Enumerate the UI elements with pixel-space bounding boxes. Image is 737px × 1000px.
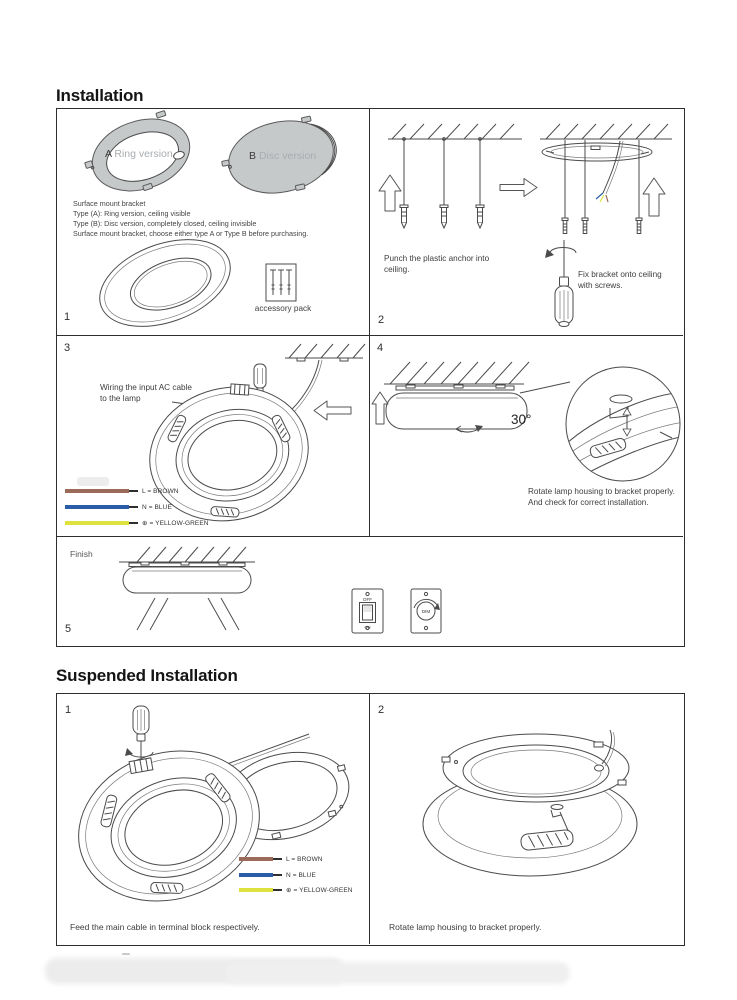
wire-legend-neutral — [239, 872, 316, 878]
wire-color-bar — [65, 489, 129, 493]
wire-tip — [129, 506, 138, 509]
wire-legend-label: L = BROWN — [286, 855, 323, 863]
dimmer-label: DIM — [421, 609, 431, 614]
type-a-text: Ring version — [114, 148, 173, 160]
up-arrow-icon — [643, 178, 665, 216]
wire-legend-earth — [65, 520, 209, 526]
step4-panel — [370, 336, 683, 537]
wire-tip — [129, 490, 138, 493]
wire-legend-live — [239, 856, 323, 862]
finish-label: Finish — [70, 549, 93, 559]
type-b-text: Disc version — [258, 150, 317, 162]
accessory-pack-drawing — [266, 264, 296, 301]
light-rays — [137, 598, 239, 630]
wire-tip — [129, 522, 138, 525]
faded-mark — [77, 477, 109, 486]
wall-switch — [352, 589, 383, 633]
lamp-ring-drawing — [88, 223, 242, 334]
step3-number: 3 — [64, 342, 71, 354]
ceiling-right — [540, 124, 672, 139]
suspended-step1-diagram — [57, 694, 368, 944]
step1-description-line3: Type (B): Disc version, completely closed, ceiling invisible — [73, 219, 257, 228]
type-a-label — [105, 148, 173, 160]
screwdriver — [545, 240, 576, 327]
step2-caption-anchor: Punch the plastic anchor into ceiling. — [384, 254, 490, 274]
wire-tip — [273, 889, 282, 892]
ceiling — [384, 362, 529, 384]
accessory-pack-label: accessory pack — [254, 304, 312, 313]
type-b-label — [249, 150, 316, 162]
ceiling-left — [388, 124, 522, 139]
step5-number: 5 — [65, 623, 72, 635]
bracket-strip — [396, 385, 514, 390]
up-arrow-icon — [379, 175, 401, 211]
suspended-step1-panel — [57, 694, 370, 944]
wire-legend-label: N = BLUE — [142, 503, 172, 511]
wire-color-bar — [65, 521, 129, 525]
type-a-letter: A — [105, 148, 112, 160]
step1-description-line4: Surface mount bracket, choose either type A or Type B before purchasing. — [73, 229, 309, 238]
up-arrow-icon — [372, 392, 388, 424]
suspended-step1-caption: Feed the main cable in terminal block respectively. — [70, 922, 260, 932]
wire-color-bar — [65, 505, 129, 509]
wire-tip — [273, 874, 282, 877]
right-arrow-icon — [500, 179, 537, 197]
suspended-steps-box — [56, 693, 685, 946]
step1-description-line2: Type (A): Ring version, ceiling visible — [73, 209, 191, 218]
step3-caption: Wiring the input AC cable to the lamp — [100, 383, 192, 403]
wire-color-bar — [239, 888, 273, 892]
switch-on-label: ON — [364, 624, 371, 630]
rotation-angle-label: 30° — [511, 412, 532, 427]
wire-legend-live — [65, 488, 179, 494]
screwdriver — [125, 706, 153, 758]
suspended-step2-panel — [370, 694, 683, 944]
suspended-step2-diagram — [370, 694, 681, 944]
wire-legend-neutral — [65, 504, 172, 510]
type-b-letter: B — [249, 150, 257, 162]
step4-number: 4 — [377, 342, 384, 354]
installation-title: Installation — [56, 86, 144, 105]
plastic-anchors — [400, 138, 484, 228]
step2-number: 2 — [378, 314, 385, 326]
installation-steps-box — [56, 108, 685, 647]
magnifier-leader-line — [520, 382, 570, 393]
faded-mark — [122, 953, 130, 955]
suspended-step1-number: 1 — [65, 704, 72, 716]
wire-legend-label: ⊕ = YELLOW-GREEN — [142, 520, 209, 527]
wire-legend-label: L = BROWN — [142, 487, 179, 495]
step2-caption-bracket: Fix bracket onto ceiling with screws. — [578, 270, 662, 290]
step3-panel — [57, 336, 370, 537]
mounted-lamp-side-view — [123, 562, 251, 593]
suspended-step2-caption: Rotate lamp housing to bracket properly. — [389, 922, 542, 932]
suspended-step2-number: 2 — [378, 704, 385, 716]
wall-dimmer — [411, 589, 441, 633]
ceiling — [285, 344, 365, 361]
switch-off-label: OFF — [362, 597, 373, 602]
bracket-on-ceiling — [542, 143, 652, 161]
left-arrow-icon — [314, 401, 351, 420]
wire-legend-label: ⊕ = YELLOW-GREEN — [286, 887, 353, 894]
step1-number: 1 — [64, 311, 71, 323]
step1-description-line1: Surface mount bracket — [73, 199, 146, 208]
step2-panel — [370, 109, 683, 336]
step5-panel — [57, 537, 683, 645]
suspended-installation-title: Suspended Installation — [56, 666, 238, 685]
wire-legend-earth — [239, 887, 353, 893]
wire-color-bar — [239, 873, 273, 877]
ceiling — [119, 547, 255, 562]
step2-diagram — [370, 109, 681, 334]
redacted-text-smudge — [225, 962, 570, 984]
wire-tip — [273, 858, 282, 861]
magnifier-detail — [566, 367, 681, 482]
step1-panel — [57, 109, 370, 336]
lamp-side-view — [386, 393, 527, 429]
step5-diagram — [57, 537, 683, 645]
step4-caption: Rotate lamp housing to bracket properly. And check for correct installation. — [528, 487, 675, 507]
wire-color-bar — [239, 857, 273, 861]
wire-legend-label: N = BLUE — [286, 871, 316, 879]
